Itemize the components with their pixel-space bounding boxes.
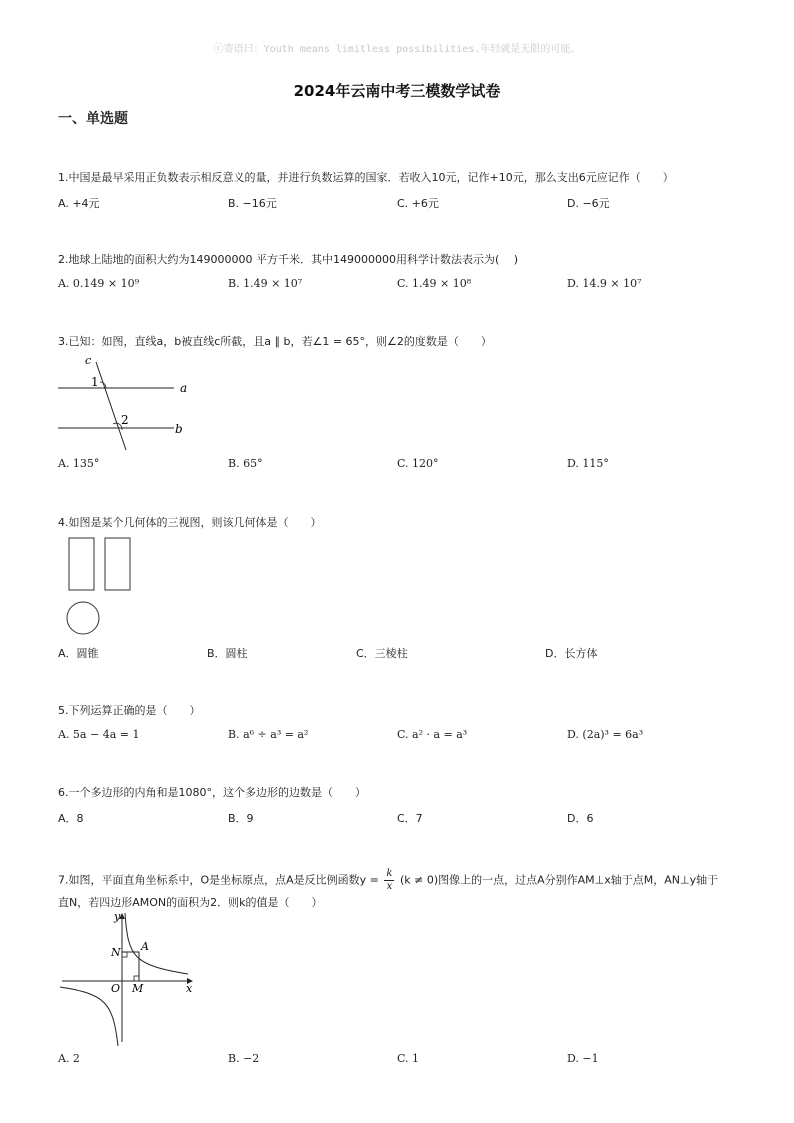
right-angle-N bbox=[122, 952, 127, 957]
right-angle-M bbox=[134, 976, 139, 981]
label-x: x bbox=[186, 982, 193, 995]
q2-option-a[interactable]: A. 0.149 × 10⁹ bbox=[58, 277, 140, 290]
label-N: N bbox=[111, 946, 121, 959]
q5-option-d[interactable]: D. (2a)³ = 6a³ bbox=[567, 728, 644, 741]
q6-option-d[interactable]: D．6 bbox=[567, 812, 594, 825]
label-b: b bbox=[175, 422, 183, 436]
label-M: M bbox=[132, 982, 144, 995]
q6-option-b[interactable]: B．9 bbox=[228, 812, 254, 825]
q6-option-c[interactable]: C．7 bbox=[397, 812, 423, 825]
parallel-lines-figure bbox=[56, 352, 196, 452]
q3-option-a[interactable]: A. 135° bbox=[58, 457, 100, 470]
line-c bbox=[96, 362, 126, 450]
label-angle-2: 2 bbox=[121, 413, 129, 427]
question-6-text: 6.一个多边形的内角和是1080°，这个多边形的边数是（ ） bbox=[58, 786, 366, 799]
question-7-text-line1 bbox=[58, 868, 718, 893]
label-c: c bbox=[85, 354, 92, 367]
question-7-text-line2: 直N，若四边形AMON的面积为2．则k的值是（ ） bbox=[58, 896, 323, 909]
q7-option-d[interactable]: D. −1 bbox=[567, 1052, 599, 1065]
q1-option-a[interactable]: A. +4元 bbox=[58, 197, 100, 210]
watermark: ⓒ寄语曰：Youth means limitless possibilities.年轻就是无限的可能。 bbox=[213, 44, 581, 55]
q3-option-c[interactable]: C. 120° bbox=[397, 457, 439, 470]
q6-option-a[interactable]: A．8 bbox=[58, 812, 84, 825]
question-3-text: 3.已知：如图，直线a，b被直线c所截，且a ∥ b，若∠1 = 65°，则∠2的度数是（ ） bbox=[58, 335, 492, 348]
question-4-text: 4.如图是某个几何体的三视图，则该几何体是（ ） bbox=[58, 516, 322, 529]
label-a: a bbox=[180, 381, 188, 395]
hyperbola-branch-2 bbox=[60, 987, 118, 1046]
question-2-text: 2.地球上陆地的面积大约为149000000 平方千米．其中149000000用科学计数法表示为( ) bbox=[58, 253, 519, 266]
question-5-text: 5.下列运算正确的是（ ） bbox=[58, 704, 201, 717]
q7-text-after: (k ≠ 0)图像上的一点，过点A分别作AM⊥x轴于点M，AN⊥y轴于 bbox=[399, 873, 719, 887]
q4-option-a[interactable]: A．圆锥 bbox=[58, 647, 99, 660]
q4-option-c[interactable]: C．三棱柱 bbox=[356, 647, 408, 660]
fraction-numerator: k bbox=[386, 868, 393, 879]
q7-option-a[interactable]: A. 2 bbox=[58, 1052, 80, 1065]
q1-option-d[interactable]: D. −6元 bbox=[567, 197, 610, 210]
section-heading: 一、单选题 bbox=[58, 111, 128, 127]
front-view-rect bbox=[69, 538, 94, 590]
hyperbola-figure bbox=[56, 908, 201, 1048]
hyperbola-branch-1 bbox=[125, 913, 188, 974]
q1-option-c[interactable]: C. +6元 bbox=[397, 197, 439, 210]
question-1-text: 1.中国是最早采用正负数表示相反意义的量，并进行负数运算的国家．若收入10元，记作+10元，那么支出6元应记作（ ） bbox=[58, 171, 674, 184]
q2-option-d[interactable]: D. 14.9 × 10⁷ bbox=[567, 277, 642, 290]
top-view-circle bbox=[67, 602, 99, 634]
q7-option-c[interactable]: C. 1 bbox=[397, 1052, 420, 1065]
q7-option-b[interactable]: B. −2 bbox=[228, 1052, 260, 1065]
q2-option-b[interactable]: B. 1.49 × 10⁷ bbox=[228, 277, 303, 290]
label-A: A bbox=[141, 940, 149, 953]
side-view-rect bbox=[105, 538, 130, 590]
q3-option-d[interactable]: D. 115° bbox=[567, 457, 609, 470]
q5-option-c[interactable]: C. a² · a = a³ bbox=[397, 728, 468, 741]
fraction-denominator: x bbox=[386, 881, 393, 892]
q5-option-a[interactable]: A. 5a − 4a = 1 bbox=[58, 728, 140, 741]
page-title: 2024年云南中考三模数学试卷 bbox=[293, 82, 501, 100]
label-O: O bbox=[111, 982, 121, 995]
q5-option-b[interactable]: B. a⁶ ÷ a³ = a² bbox=[228, 728, 309, 741]
q7-text-before: 7.如图，平面直角坐标系中，O是坐标原点，点A是反比例函数y = bbox=[58, 873, 379, 887]
three-view-figure bbox=[62, 534, 142, 639]
q4-option-b[interactable]: B．圆柱 bbox=[207, 647, 248, 660]
angle-1-arc bbox=[100, 382, 106, 388]
fraction-k-over-x bbox=[384, 868, 394, 893]
q2-option-c[interactable]: C. 1.49 × 10⁸ bbox=[397, 277, 472, 290]
label-y: y bbox=[114, 910, 121, 923]
q1-option-b[interactable]: B. −16元 bbox=[228, 197, 277, 210]
q3-option-b[interactable]: B. 65° bbox=[228, 457, 263, 470]
q4-option-d[interactable]: D．长方体 bbox=[545, 647, 598, 660]
label-angle-1: 1 bbox=[91, 375, 99, 389]
